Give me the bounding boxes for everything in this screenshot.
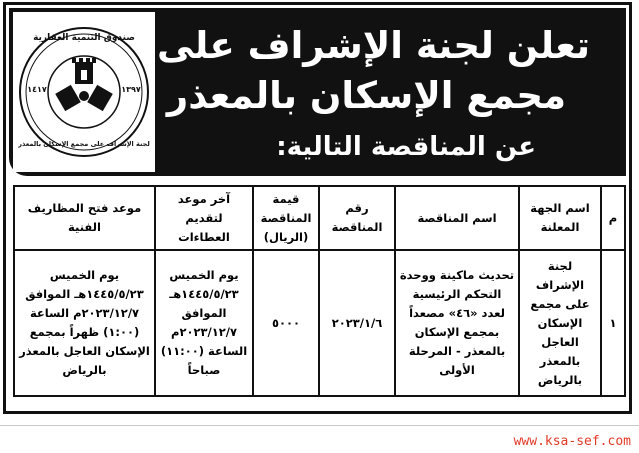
cell-tender-name: تحديث ماكينة ووحدة التحكم الرئيسية لعدد «٤٦» مصعداً بمجمع الإسكان بالمعذر - المرحلة الأولى <box>395 250 519 396</box>
cell-envelope-opening: يوم الخميس ١٤٤٥/٥/٢٣هـ الموافق ٢٠٢٣/١٢/٧م الساعة (١:٠٠) ظهراً بمجمع الإسكان العاجل بالمعذر بالرياض <box>14 250 155 396</box>
tender-table <box>13 185 626 397</box>
footer-divider <box>0 425 639 426</box>
title-line-3: عن المناقصة التالية: <box>276 132 536 162</box>
header-tender-number: رقم المناقصة <box>319 186 395 250</box>
seal-logo-graphic <box>13 12 155 172</box>
title-line-1: تعلن لجنة الإشراف على <box>156 24 590 67</box>
cell-index: ١ <box>601 250 625 396</box>
logo-bottom-text: لجنة الإشراف على مجمع الإسكان بالمعذر <box>18 140 150 148</box>
logo-arc-text: صندوق التنمية العقارية <box>33 33 135 43</box>
cell-tender-value: ٥٠٠٠ <box>253 250 319 396</box>
announcement-frame <box>3 2 632 414</box>
header-envelope-opening: موعد فتح المظاريف الفنية <box>14 186 155 250</box>
header-tender-value: قيمة المناقصة (الريال) <box>253 186 319 250</box>
seal-logo <box>13 12 155 172</box>
website-link[interactable]: www.ksa-sef.com <box>513 434 631 449</box>
cell-tender-number: ٢٠٢٣/١/٦ <box>319 250 395 396</box>
cell-submission-deadline: يوم الخميس ١٤٤٥/٥/٢٣هـ الموافق ٢٠٢٣/١٢/٧م الساعة (١١:٠٠) صباحاً <box>155 250 253 396</box>
header-entity: اسم الجهة المعلنة <box>519 186 601 250</box>
header-tender-name: اسم المناقصة <box>395 186 519 250</box>
header-submission-deadline: آخر موعد لتقديم العطاءات <box>155 186 253 250</box>
logo-year-left: ١٤١٧ <box>27 85 47 94</box>
logo-year-right: ١٣٩٧ <box>121 85 141 94</box>
table-row <box>14 250 625 396</box>
title-line-2: مجمع الإسكان بالمعذر <box>166 74 566 117</box>
header-index: م <box>601 186 625 250</box>
table-header-row <box>14 186 625 250</box>
title-banner <box>9 8 626 176</box>
cell-entity: لجنة الإشراف على مجمع الإسكان العاجل بالمعذر بالرياض <box>519 250 601 396</box>
